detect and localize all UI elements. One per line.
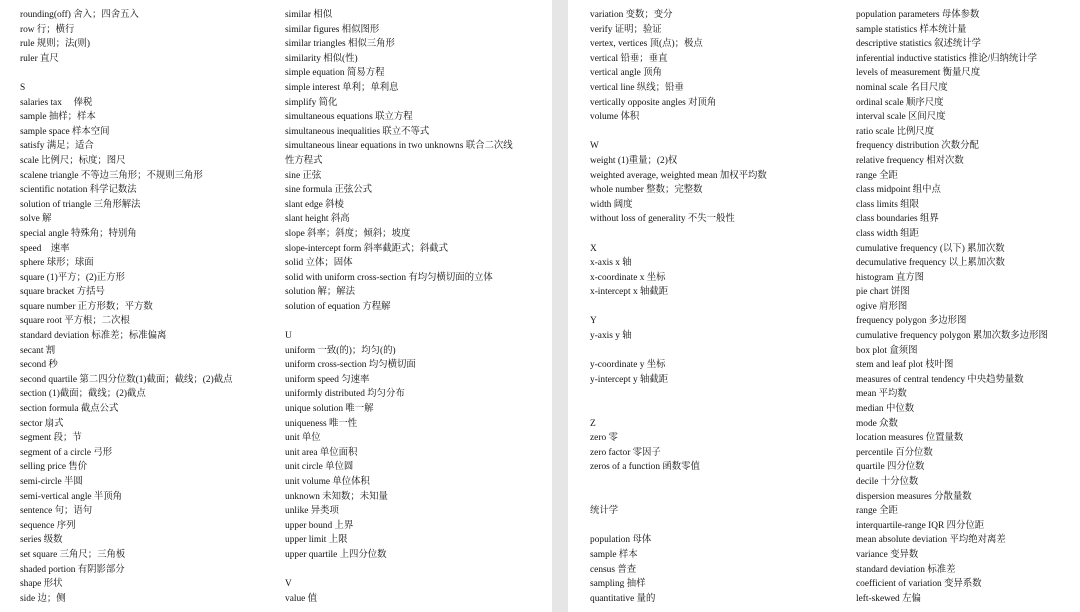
glossary-entry: uniform 一致(的)；均匀(的) [285, 345, 396, 356]
glossary-entry: cumulative frequency (以下) 累加次数 [856, 243, 1005, 254]
glossary-entry: histogram 直方图 [856, 272, 924, 283]
glossary-entry: range 全距 [856, 170, 898, 181]
glossary-entry: variance 变异数 [856, 549, 919, 560]
glossary-entry: shaded portion 有阴影部分 [20, 564, 125, 575]
glossary-entry: simplify 简化 [285, 97, 338, 108]
glossary-entry: mode 众数 [856, 418, 898, 429]
glossary-entry: unit area 单位面积 [285, 447, 358, 458]
glossary-entry: weighted average, weighted mean 加权平均数 [590, 170, 767, 181]
glossary-entry: y-coordinate y 坐标 [590, 360, 666, 371]
glossary-entry: slant height 斜高 [285, 214, 350, 225]
glossary-entry: unlike 异类项 [285, 506, 339, 517]
glossary-entry: vertex, vertices 顶(点)；极点 [590, 39, 703, 50]
glossary-entry: simple equation 简易方程 [285, 68, 385, 79]
glossary-entry: percentile 百分位数 [856, 447, 933, 458]
glossary-entry: semi-vertical angle 半顶角 [20, 491, 123, 502]
glossary-entry: scalene triangle 不等边三角形；不规则三角形 [20, 170, 203, 181]
glossary-entry: class limits 组限 [856, 199, 920, 210]
glossary-entry: shape 形状 [20, 579, 63, 590]
glossary-entry: population parameters 母体参数 [856, 10, 980, 20]
glossary-entry: similar 相似 [285, 10, 333, 20]
glossary-entry: vertically opposite angles 对顶角 [590, 97, 717, 108]
glossary-entry: second quartile 第二四分位数(1)截面；截线；(2)截点 [20, 374, 233, 385]
glossary-entry: speed 速率 [20, 243, 70, 254]
glossary-entry: section (1)截面；截线；(2)截点 [20, 389, 146, 400]
glossary-entry: y-axis y 轴 [590, 331, 632, 342]
glossary-entry: upper limit 上限 [285, 535, 348, 546]
glossary-entry: ordinal scale 顺序尺度 [856, 97, 944, 108]
glossary-entry: zeros of a function 函数零值 [590, 462, 700, 473]
glossary-entry: verify 证明；验证 [590, 24, 662, 35]
glossary-column-2 [285, 8, 513, 606]
glossary-entry: y-intercept y 轴截距 [590, 374, 669, 385]
glossary-entry: unique solution 唯一解 [285, 404, 374, 415]
glossary-entry: whole number 整数；完整数 [590, 185, 703, 196]
glossary-column-3 [590, 8, 767, 606]
glossary-entry: x-intercept x 轴截距 [590, 287, 669, 298]
blank-line [590, 387, 767, 402]
glossary-entry: row 行；横行 [20, 24, 75, 35]
glossary-entry: solid 立体；固体 [285, 258, 353, 269]
glossary-entry: interval scale 区间尺度 [856, 112, 946, 123]
glossary-entry: second 秒 [20, 360, 58, 371]
glossary-entry: census 普查 [590, 564, 637, 575]
glossary-entry: x-axis x 轴 [590, 258, 632, 269]
glossary-entry: frequency distribution 次数分配 [856, 141, 979, 152]
glossary-entry: mean absolute deviation 平均绝对离差 [856, 535, 1006, 546]
glossary-entry: class width 组距 [856, 228, 920, 239]
glossary-entry: range 全距 [856, 506, 898, 517]
glossary-entry: vertical line 纵线；铅垂 [590, 82, 684, 93]
glossary-entry: ogive 肩形图 [856, 301, 908, 312]
glossary-entry: Y [590, 316, 597, 327]
glossary-entry: simultaneous equations 联立方程 [285, 112, 413, 123]
glossary-entry: upper bound 上界 [285, 520, 354, 531]
glossary-entry: standard deviation 标准差；标准偏离 [20, 331, 167, 342]
glossary-column-4 [856, 8, 1048, 606]
glossary-entry: zero factor 零因子 [590, 447, 661, 458]
glossary-entry: x-coordinate x 坐标 [590, 272, 666, 283]
blank-line [590, 344, 767, 359]
glossary-entry: salaries tax 俸税 [20, 97, 93, 108]
glossary-column-1 [20, 8, 232, 606]
glossary-entry: sample space 样本空间 [20, 126, 110, 137]
glossary-entry: scale 比例尺；标度；图尺 [20, 155, 126, 166]
glossary-entry: S [20, 82, 26, 93]
glossary-entry: square bracket 方括号 [20, 287, 105, 298]
blank-line [590, 300, 767, 315]
glossary-entry: solution 解；解法 [285, 287, 356, 298]
glossary-entry: solve 解 [20, 214, 52, 225]
glossary-entry: volume 体积 [590, 112, 640, 123]
glossary-entry: 统计学 [590, 506, 619, 517]
glossary-entry: without loss of generality 不失一般性 [590, 214, 735, 225]
glossary-entry: rule 规则；法(则) [20, 39, 91, 50]
glossary-entry: sample statistics 样本统计量 [856, 24, 967, 35]
glossary-entry: similarity 相似(性) [285, 53, 358, 64]
blank-line [590, 227, 767, 242]
glossary-entry: stem and leaf plot 枝叶图 [856, 360, 954, 371]
glossary-entry: sample 样本 [590, 549, 638, 560]
glossary-entry: sine 正弦 [285, 170, 322, 181]
glossary-entry: cumulative frequency polygon 累加次数多边形图 [856, 331, 1048, 342]
glossary-entry: rounding(off) 舍入；四舍五入 [20, 10, 139, 20]
glossary-entry: sentence 句；语句 [20, 506, 93, 517]
glossary-entry: descriptive statistics 叙述统计学 [856, 39, 981, 50]
blank-line [590, 125, 767, 140]
glossary-entry: decumulative frequency 以上累加次数 [856, 258, 1005, 269]
glossary-entry: variation 变数；变分 [590, 10, 673, 20]
glossary-entry: uniform speed 匀速率 [285, 374, 370, 385]
glossary-entry: 性方程式 [285, 155, 323, 166]
glossary-entry: inferential inductive statistics 推论/归纳统计学 [856, 53, 1037, 64]
blank-line [590, 490, 767, 505]
glossary-entry: sine formula 正弦公式 [285, 185, 372, 196]
glossary-entry: levels of measurement 衡量尺度 [856, 68, 981, 79]
glossary-entry: quartile 四分位数 [856, 462, 925, 473]
glossary-entry: pie chart 饼图 [856, 287, 910, 298]
glossary-entry: X [590, 243, 597, 254]
glossary-entry: solution of triangle 三角形解法 [20, 199, 141, 210]
glossary-entry: vertical angle 顶角 [590, 68, 662, 79]
glossary-entry: sampling 抽样 [590, 579, 646, 590]
glossary-entry: simultaneous linear equations in two unknowns 联合二次线 [285, 141, 513, 152]
blank-line [285, 314, 513, 329]
glossary-entry: ratio scale 比例尺度 [856, 126, 935, 137]
glossary-entry: upper quartile 上四分位数 [285, 549, 387, 560]
glossary-entry: Z [590, 418, 596, 429]
glossary-entry: relative frequency 相对次数 [856, 155, 964, 166]
glossary-entry: ruler 直尺 [20, 53, 59, 64]
glossary-entry: square (1)平方；(2)正方形 [20, 272, 125, 283]
glossary-entry: class midpoint 组中点 [856, 185, 941, 196]
glossary-entry: slope 斜率；斜度；倾斜；坡度 [285, 228, 411, 239]
glossary-entry: solid with uniform cross-section 有均匀横切面的立体 [285, 272, 493, 283]
blank-line [590, 519, 767, 534]
glossary-entry: interquartile-range IQR 四分位距 [856, 520, 985, 531]
glossary-entry: frequency polygon 多边形图 [856, 316, 967, 327]
glossary-entry: class boundaries 组界 [856, 214, 939, 225]
glossary-entry: weight (1)重量；(2)权 [590, 155, 678, 166]
glossary-entry: coefficient of variation 变异系数 [856, 579, 982, 590]
glossary-entry: box plot 盒须图 [856, 345, 918, 356]
blank-line [590, 402, 767, 417]
glossary-entry: sector 扇式 [20, 418, 64, 429]
glossary-entry: unknown 未知数；未知量 [285, 491, 388, 502]
glossary-entry: segment 段；节 [20, 433, 82, 444]
glossary-entry: section formula 截点公式 [20, 404, 119, 415]
glossary-entry: value 值 [285, 593, 318, 604]
glossary-entry: special angle 特殊角；特别角 [20, 228, 137, 239]
glossary-entry: unit volume 单位体积 [285, 477, 370, 487]
glossary-entry: population 母体 [590, 535, 652, 546]
glossary-entry: solution of equation 方程解 [285, 301, 391, 312]
glossary-entry: satisfy 满足；适合 [20, 141, 94, 152]
glossary-entry: decile 十分位数 [856, 477, 919, 487]
glossary-entry: standard deviation 标准差 [856, 564, 956, 575]
glossary-entry: simultaneous inequalities 联立不等式 [285, 126, 430, 137]
glossary-entry: uniform cross-section 均匀横切面 [285, 360, 416, 371]
glossary-entry: scientific notation 科学记数法 [20, 185, 137, 196]
glossary-entry: segment of a circle 弓形 [20, 447, 113, 458]
glossary-entry: measures of central tendency 中央趋势量数 [856, 374, 1024, 385]
glossary-entry: sphere 球形；球面 [20, 258, 94, 269]
glossary-entry: side 边；侧 [20, 593, 66, 604]
glossary-entry: sequence 序列 [20, 520, 76, 531]
glossary-entry: left-skewed 左偏 [856, 593, 921, 604]
glossary-entry: uniqueness 唯一性 [285, 418, 358, 429]
document-page-right [568, 0, 1080, 612]
glossary-entry: semi-circle 半圆 [20, 477, 83, 487]
glossary-entry: U [285, 331, 292, 342]
glossary-entry: uniformly distributed 均匀分布 [285, 389, 405, 400]
glossary-entry: series 级数 [20, 535, 63, 546]
glossary-entry: median 中位数 [856, 404, 915, 415]
glossary-entry: location measures 位置量数 [856, 433, 964, 444]
glossary-entry: selling price 售价 [20, 462, 88, 473]
blank-line [285, 563, 513, 578]
glossary-entry: slope-intercept form 斜率截距式；斜截式 [285, 243, 448, 254]
glossary-entry: square root 平方根；二次根 [20, 316, 130, 327]
glossary-entry: nominal scale 名目尺度 [856, 82, 948, 93]
blank-line [590, 475, 767, 490]
glossary-entry: W [590, 141, 599, 152]
glossary-entry: set square 三角尺；三角板 [20, 549, 126, 560]
glossary-entry: similar figures 相似图形 [285, 24, 380, 35]
glossary-entry: slant edge 斜棱 [285, 199, 344, 210]
glossary-entry: quantitative 量的 [590, 593, 656, 604]
glossary-entry: similar triangles 相似三角形 [285, 39, 395, 50]
glossary-entry: width 阔度 [590, 199, 633, 210]
blank-line [20, 66, 232, 81]
glossary-entry: mean 平均数 [856, 389, 907, 400]
glossary-entry: simple interest 单利；单利息 [285, 82, 399, 93]
glossary-entry: zero 零 [590, 433, 618, 444]
glossary-entry: sample 抽样；样本 [20, 112, 96, 123]
glossary-entry: secant 割 [20, 345, 56, 356]
glossary-entry: V [285, 579, 292, 590]
glossary-entry: dispersion measures 分散量数 [856, 491, 972, 502]
glossary-entry: square number 正方形数；平方数 [20, 301, 153, 312]
glossary-entry: vertical 铅垂；垂直 [590, 53, 668, 64]
glossary-entry: unit circle 单位圆 [285, 462, 354, 473]
glossary-entry: unit 单位 [285, 433, 321, 444]
